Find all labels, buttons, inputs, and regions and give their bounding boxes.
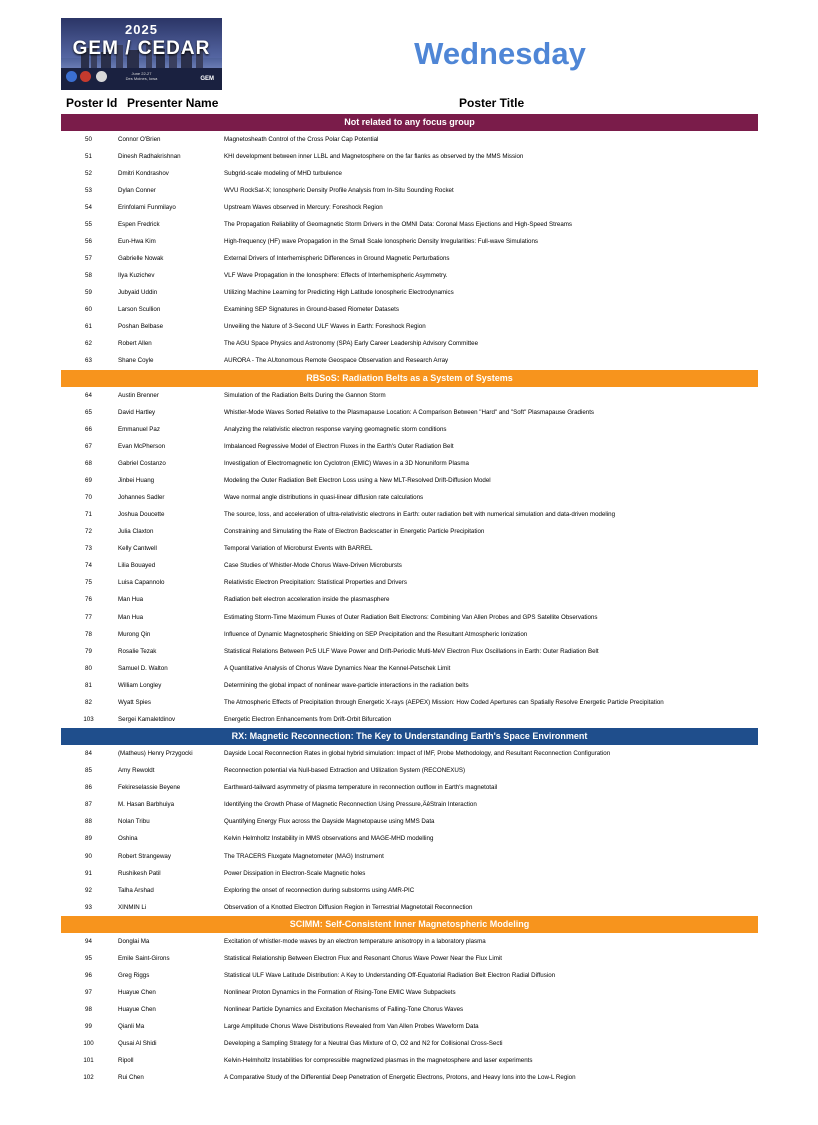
presenter-name-cell: Talha Arshad (118, 886, 154, 894)
table-row (61, 472, 758, 489)
poster-title-cell: Power Dissipation in Electron-Scale Magnetic holes (224, 869, 366, 877)
section-header: Not related to any focus group (61, 114, 758, 131)
poster-title-cell: VLF Wave Propagation in the Ionosphere: Effects of Interhemispheric Asymmetry. (224, 272, 448, 280)
table-row (61, 574, 758, 591)
presenter-name-cell: Shane Coyle (118, 357, 154, 365)
poster-id-cell: 63 (85, 357, 92, 365)
poster-id-cell: 89 (85, 835, 92, 843)
presenter-name-cell: M. Hasan Barbhuiya (118, 801, 175, 809)
section-header: RBSoS: Radiation Belts as a System of Systems (61, 370, 758, 387)
table-row (61, 967, 758, 984)
poster-id-cell: 81 (85, 681, 92, 689)
poster-title-cell: Wave normal angle distributions in quasi-linear diffusion rate calculations (224, 494, 424, 502)
logo-year: 2025 (125, 22, 158, 37)
presenter-name-cell: Huayue Chen (118, 989, 156, 997)
poster-title-cell: Statistical Relations Between Pc5 ULF Wave Power and Drift-Periodic Multi-MeV Electron Flux Oscillations in Earth: Outer Radiation Belt (224, 647, 599, 655)
poster-title-cell: Reconnection potential via Null-based Extraction and Utilization System (RECONEXUS) (224, 767, 466, 775)
table-row (61, 711, 758, 728)
table-row (61, 1001, 758, 1018)
presenter-name-cell: David Hartley (118, 408, 156, 416)
presenter-name-cell: Dylan Conner (118, 186, 156, 194)
presenter-name-cell: Gabrielle Nowak (118, 255, 164, 263)
table-row (61, 609, 758, 626)
poster-title-cell: Whistler-Mode Waves Sorted Relative to the Plasmapause Location: A Comparison Between "Hard" and "Soft" Plasmapause Gradients (224, 408, 595, 416)
table-row (61, 762, 758, 779)
table-row (61, 489, 758, 506)
table-row (61, 284, 758, 301)
table-row (61, 421, 758, 438)
poster-title-cell: Unveiling the Nature of 3-Second ULF Waves in Earth: Foreshock Region (224, 323, 426, 331)
presenter-name-cell: Evan McPherson (118, 442, 166, 450)
table-row (61, 131, 758, 148)
poster-title-cell: Excitation of whistler-mode waves by an electron temperature anisotropy in a laboratory plasma (224, 937, 486, 945)
table-row (61, 660, 758, 677)
table-row (61, 933, 758, 950)
presenter-name-cell: Wyatt Spies (118, 698, 151, 706)
presenter-name-cell: Austin Brenner (118, 391, 159, 399)
logo-name: GEM / CEDAR (72, 38, 211, 59)
poster-id-cell: 91 (85, 869, 92, 877)
presenter-name-cell: XINMIN Li (118, 903, 147, 911)
poster-title-cell: Modeling the Outer Radiation Belt Electron Loss using a New MLT-Resolved Drift-Diffusion Model (224, 476, 491, 484)
poster-title-cell: Utilizing Machine Learning for Predicting High Latitude Ionospheric Electrodynamics (224, 289, 454, 297)
presenter-name-cell: Dmitri Kondrashov (118, 169, 169, 177)
presenter-name-cell: Dinesh Radhakrishnan (118, 152, 181, 160)
table-row (61, 165, 758, 182)
table-row (61, 233, 758, 250)
table-row (61, 301, 758, 318)
presenter-name-cell: Espen Fredrick (118, 220, 160, 228)
poster-id-cell: 93 (85, 903, 92, 911)
table-row (61, 506, 758, 523)
poster-id-cell: 77 (85, 613, 92, 621)
table-row (61, 387, 758, 404)
presenter-name-cell: Luisa Capannolo (118, 579, 165, 587)
table-row (61, 216, 758, 233)
table-row (61, 1052, 758, 1069)
poster-title-cell: WVU RockSat-X; Ionospheric Density Profile Analysis from In-Situ Sounding Rocket (224, 186, 454, 194)
poster-id-cell: 69 (85, 476, 92, 484)
table-row (61, 694, 758, 711)
partner2-icon (96, 71, 107, 82)
presenter-name-cell: Rosalie Tezak (118, 647, 157, 655)
poster-title-cell: Kelvin Helmholtz Instability in MMS observations and MAGE-MHD modelling (224, 835, 434, 843)
poster-title-cell: Imbalanced Regressive Model of Electron Fluxes in the Earth's Outer Radiation Belt (224, 442, 454, 450)
logo-location: Des Moines, Iowa (125, 76, 158, 81)
poster-title-cell: Determining the global impact of nonlinear wave-particle interactions in the radiation belts (224, 681, 469, 689)
presenter-name-cell: Eun-Hwa Kim (118, 237, 156, 245)
poster-title-cell: The source, loss, and acceleration of ultra-relativistic electrons in Earth: outer radiation belt with numerical simulation and data-driven modeling (224, 511, 616, 519)
presenter-name-cell: Larson Scullion (118, 306, 161, 314)
poster-id-cell: 56 (85, 237, 92, 245)
poster-title-cell: The AGU Space Physics and Astronomy (SPA) Early Career Leadership Advisory Committee (224, 340, 479, 348)
poster-id-cell: 52 (85, 169, 92, 177)
header-poster-title: Poster Title (459, 96, 525, 110)
table-row (61, 626, 758, 643)
poster-id-cell: 54 (85, 203, 92, 211)
poster-id-cell: 50 (85, 135, 92, 143)
poster-id-cell: 75 (85, 579, 92, 587)
table-row (61, 438, 758, 455)
poster-title-cell: Magnetosheath Control of the Cross Polar Cap Potential (224, 135, 379, 143)
table-row (61, 335, 758, 352)
poster-id-cell: 53 (85, 186, 92, 194)
section-header: RX: Magnetic Reconnection: The Key to Understanding Earth's Space Environment (61, 728, 758, 745)
poster-id-cell: 100 (83, 1040, 94, 1048)
poster-title-cell: KHI development between inner LLBL and Magnetosphere on the far flanks as observed by the MMS Mission (224, 152, 524, 160)
poster-id-cell: 101 (83, 1057, 94, 1065)
poster-title-cell: The Atmospheric Effects of Precipitation through Energetic X-rays (AEPEX) Mission: How Coded Apertures can Spatially Resolve Energetic Particle Precipitation (224, 698, 664, 706)
poster-title-cell: Radiation belt electron acceleration inside the plasmasphere (224, 596, 390, 604)
poster-id-cell: 62 (85, 340, 92, 348)
poster-id-cell: 80 (85, 664, 92, 672)
presenter-name-cell: Emmanuel Paz (118, 425, 160, 433)
poster-title-cell: Statistical Relationship Between Electron Flux and Resonant Chorus Wave Power Near the Flux Limit (224, 954, 502, 962)
poster-id-cell: 88 (85, 818, 92, 826)
table-row (61, 267, 758, 284)
poster-id-cell: 99 (85, 1023, 92, 1031)
gem-cedar-logo (61, 18, 222, 90)
presenter-name-cell: Rui Chen (118, 1074, 144, 1082)
page-title: Wednesday (414, 36, 586, 71)
poster-title-cell: A Comparative Study of the Differential Deep Penetration of Energetic Electrons, Protons, and Heavy Ions into the Low-L Region (224, 1074, 576, 1082)
table-row (61, 1018, 758, 1035)
partner-icon (80, 71, 91, 82)
poster-title-cell: Investigation of Electromagnetic Ion Cyclotron (EMIC) Waves in a 3D Nonuniform Plasma (224, 459, 469, 467)
poster-title-cell: Energetic Electron Enhancements from Drift-Orbit Bifurcation (224, 715, 392, 723)
poster-title-cell: Nonlinear Proton Dynamics in the Formation of Rising-Tone EMIC Wave Subpackets (224, 989, 456, 997)
table-row (61, 950, 758, 967)
presenter-name-cell: Julia Claxton (118, 528, 154, 536)
presenter-name-cell: Greg Riggs (118, 972, 150, 979)
poster-title-cell: Case Studies of Whistler-Mode Chorus Wave-Driven Microbursts (224, 562, 402, 570)
poster-id-cell: 74 (85, 562, 92, 570)
poster-title-cell: Kelvin-Helmholtz Instabilities for compressible magnetized plasmas in the magnetosphere and laser experiments (224, 1057, 533, 1065)
presenter-name-cell: Lilia Bouayed (118, 562, 156, 570)
presenter-name-cell: Jubyaid Uddin (118, 289, 158, 297)
table-row (61, 591, 758, 608)
presenter-name-cell: Donglai Ma (118, 937, 150, 945)
presenter-name-cell: Jinbei Huang (118, 476, 155, 484)
poster-id-cell: 94 (85, 937, 92, 945)
table-row (61, 182, 758, 199)
poster-id-cell: 90 (85, 852, 92, 860)
presenter-name-cell: Huayue Chen (118, 1006, 156, 1014)
poster-title-cell: External Drivers of Interhemispheric Differences in Ground Magnetic Perturbations (224, 255, 450, 263)
presenter-name-cell: Connor O'Brien (118, 135, 161, 143)
presenter-name-cell: Qianli Ma (118, 1023, 145, 1031)
poster-id-cell: 55 (85, 220, 92, 228)
poster-id-cell: 61 (85, 323, 92, 331)
presenter-name-cell: Ripoll (118, 1057, 134, 1065)
logo-dates: June 22-27 (131, 71, 152, 76)
table-row (61, 148, 758, 165)
presenter-name-cell: Poshan Belbase (118, 323, 164, 331)
presenter-name-cell: Ilya Kuzichev (118, 272, 155, 280)
poster-title-cell: High-frequency (HF) wave Propagation in the Small Scale Ionospheric Density Irregularities: Full-wave Simulations (224, 237, 538, 245)
table-row (61, 984, 758, 1001)
presenter-name-cell: Nolan Tribu (118, 818, 150, 826)
presenter-name-cell: Fekireselassie Beyene (118, 784, 181, 792)
poster-title-cell: Relativistic Electron Precipitation: Statistical Properties and Drivers (224, 579, 407, 587)
poster-id-cell: 86 (85, 784, 92, 792)
poster-title-cell: Estimating Storm-Time Maximum Fluxes of Outer Radiation Belt Electrons: Combining Van Allen Probes and GPS Satellite Observations (224, 613, 598, 621)
poster-id-cell: 97 (85, 989, 92, 997)
table-row (61, 557, 758, 574)
presenter-name-cell: Robert Allen (118, 340, 152, 348)
header-poster-id: Poster Id (66, 96, 118, 110)
table-row (61, 899, 758, 916)
poster-title-cell: Constraining and Simulating the Rate of Electron Backscatter in Energetic Particle Precipitation (224, 528, 485, 536)
table-row (61, 250, 758, 267)
presenter-name-cell: Oshina (118, 835, 138, 843)
section-header: SCIMM: Self-Consistent Inner Magnetospheric Modeling (61, 916, 758, 933)
poster-title-cell: A Quantitative Analysis of Chorus Wave Dynamics Near the Kennel-Petschek Limit (224, 664, 451, 672)
table-row (61, 865, 758, 882)
table-row (61, 523, 758, 540)
poster-id-cell: 72 (85, 528, 92, 536)
poster-title-cell: AURORA - The AUtonomous Remote Geospace Observation and Research Array (224, 357, 449, 365)
poster-title-cell: Statistical ULF Wave Latitude Distribution: A Key to Understanding Off-Equatorial Radiation Belt Electron Radial Diffusion (224, 972, 556, 979)
presenter-name-cell: Joshua Doucette (118, 511, 165, 519)
poster-id-cell: 98 (85, 1006, 92, 1014)
poster-id-cell: 87 (85, 801, 92, 809)
presenter-name-cell: (Matheus) Henry Przygocki (118, 750, 193, 758)
poster-id-cell: 64 (85, 391, 92, 399)
table-row (61, 1069, 758, 1086)
presenter-name-cell: Emile Saint-Girons (118, 954, 170, 962)
poster-id-cell: 66 (85, 425, 92, 433)
poster-title-cell: Quantifying Energy Flux across the Dayside Magnetopause using MMS Data (224, 818, 435, 826)
table-row (61, 830, 758, 847)
presenter-name-cell: William Longley (118, 681, 162, 689)
poster-title-cell: Earthward-tailward asymmetry of plasma temperature in reconnection outflow in Earth's magnetotail (224, 784, 498, 792)
poster-id-cell: 70 (85, 494, 92, 502)
table-row (61, 352, 758, 369)
table-row (61, 745, 758, 762)
poster-title-cell: Analyzing the relativistic electron response varying geomagnetic storm conditions (224, 425, 447, 433)
poster-id-cell: 76 (85, 596, 92, 604)
presenter-name-cell: Gabriel Costanzo (118, 459, 166, 467)
poster-id-cell: 67 (85, 442, 92, 450)
presenter-name-cell: Kelly Cantwell (118, 545, 157, 553)
poster-id-cell: 51 (85, 152, 92, 160)
table-row (61, 199, 758, 216)
table-row (61, 540, 758, 557)
header-presenter-name: Presenter Name (127, 96, 219, 110)
presenter-name-cell: Sergei Kamaletdinov (118, 715, 176, 723)
poster-id-cell: 68 (85, 459, 92, 467)
poster-id-cell: 84 (85, 750, 92, 758)
poster-id-cell: 71 (85, 511, 92, 519)
poster-id-cell: 78 (85, 630, 92, 638)
poster-title-cell: Subgrid-scale modeling of MHD turbulence (224, 169, 342, 177)
poster-id-cell: 96 (85, 972, 92, 979)
table-row (61, 318, 758, 335)
poster-id-cell: 60 (85, 306, 92, 314)
table-row (61, 848, 758, 865)
presenter-name-cell: Erinfolami Funmilayo (118, 203, 176, 211)
poster-id-cell: 58 (85, 272, 92, 280)
poster-id-cell: 59 (85, 289, 92, 297)
table-row (61, 677, 758, 694)
poster-title-cell: Exploring the onset of reconnection during substorms using AMR-PIC (224, 886, 415, 894)
poster-id-cell: 85 (85, 767, 92, 775)
poster-title-cell: Examining SEP Signatures in Ground-based Riometer Datasets (224, 306, 399, 314)
poster-id-cell: 102 (83, 1074, 94, 1082)
poster-id-cell: 73 (85, 545, 92, 553)
presenter-name-cell: Murong Qin (118, 630, 151, 638)
presenter-name-cell: Rushikesh Patil (118, 869, 161, 877)
poster-title-cell: Large Amplitude Chorus Wave Distributions Revealed from Van Allen Probes Waveform Data (224, 1023, 479, 1031)
table-row (61, 643, 758, 660)
poster-id-cell: 103 (83, 715, 94, 723)
poster-title-cell: Influence of Dynamic Magnetospheric Shielding on SEP Precipitation and the Resultant Atmospheric Ionization (224, 630, 528, 638)
logo-org: GEM (200, 76, 214, 82)
poster-title-cell: Observation of a Knotted Electron Diffusion Region in Terrestrial Magnetotail Reconnection (224, 903, 473, 911)
poster-title-cell: The Propagation Reliability of Geomagnetic Storm Drivers in the OMNI Data: Coronal Mass Ejections and High-Speed Streams (224, 220, 573, 228)
poster-id-cell: 57 (85, 255, 92, 263)
presenter-name-cell: Man Hua (118, 613, 144, 621)
poster-title-cell: Dayside Local Reconnection Rates in global hybrid simulation: Impact of IMF, Probe Methodology, and Resultant Reconnection Configuration (224, 750, 611, 758)
poster-id-cell: 65 (85, 408, 92, 416)
table-row (61, 404, 758, 421)
poster-id-cell: 95 (85, 954, 92, 962)
table-row (61, 813, 758, 830)
poster-id-cell: 79 (85, 647, 92, 655)
poster-id-cell: 82 (85, 698, 92, 706)
table-row (61, 882, 758, 899)
table-row (61, 796, 758, 813)
presenter-name-cell: Johannes Sadler (118, 494, 165, 502)
poster-title-cell: Identifying the Growth Phase of Magnetic Reconnection Using Pressure,ÄêStrain Interaction (224, 801, 477, 809)
poster-id-cell: 92 (85, 886, 92, 894)
poster-title-cell: Developing a Sampling Strategy for a Neutral Gas Mixture of O, O2 and N2 for Collisional Cross-Secti (224, 1040, 503, 1048)
table-row (61, 1035, 758, 1052)
poster-title-cell: Temporal Variation of Microburst Events with BARREL (224, 545, 373, 553)
presenter-name-cell: Robert Strangeway (118, 852, 171, 860)
presenter-name-cell: Samuel D. Walton (118, 664, 168, 672)
poster-title-cell: Simulation of the Radiation Belts During the Gannon Storm (224, 391, 386, 399)
nsf-icon (66, 71, 77, 82)
poster-title-cell: Nonlinear Particle Dynamics and Excitation Mechanisms of Falling-Tone Chorus Waves (224, 1006, 464, 1014)
table-row (61, 779, 758, 796)
presenter-name-cell: Man Hua (118, 596, 144, 604)
poster-title-cell: Upstream Waves observed in Mercury: Foreshock Region (224, 203, 383, 211)
poster-title-cell: The TRACERS Fluxgate Magnetometer (MAG) Instrument (224, 852, 384, 860)
table-row (61, 455, 758, 472)
presenter-name-cell: Amy Rewoldt (118, 767, 155, 775)
presenter-name-cell: Qusai Al Shidi (118, 1040, 157, 1048)
